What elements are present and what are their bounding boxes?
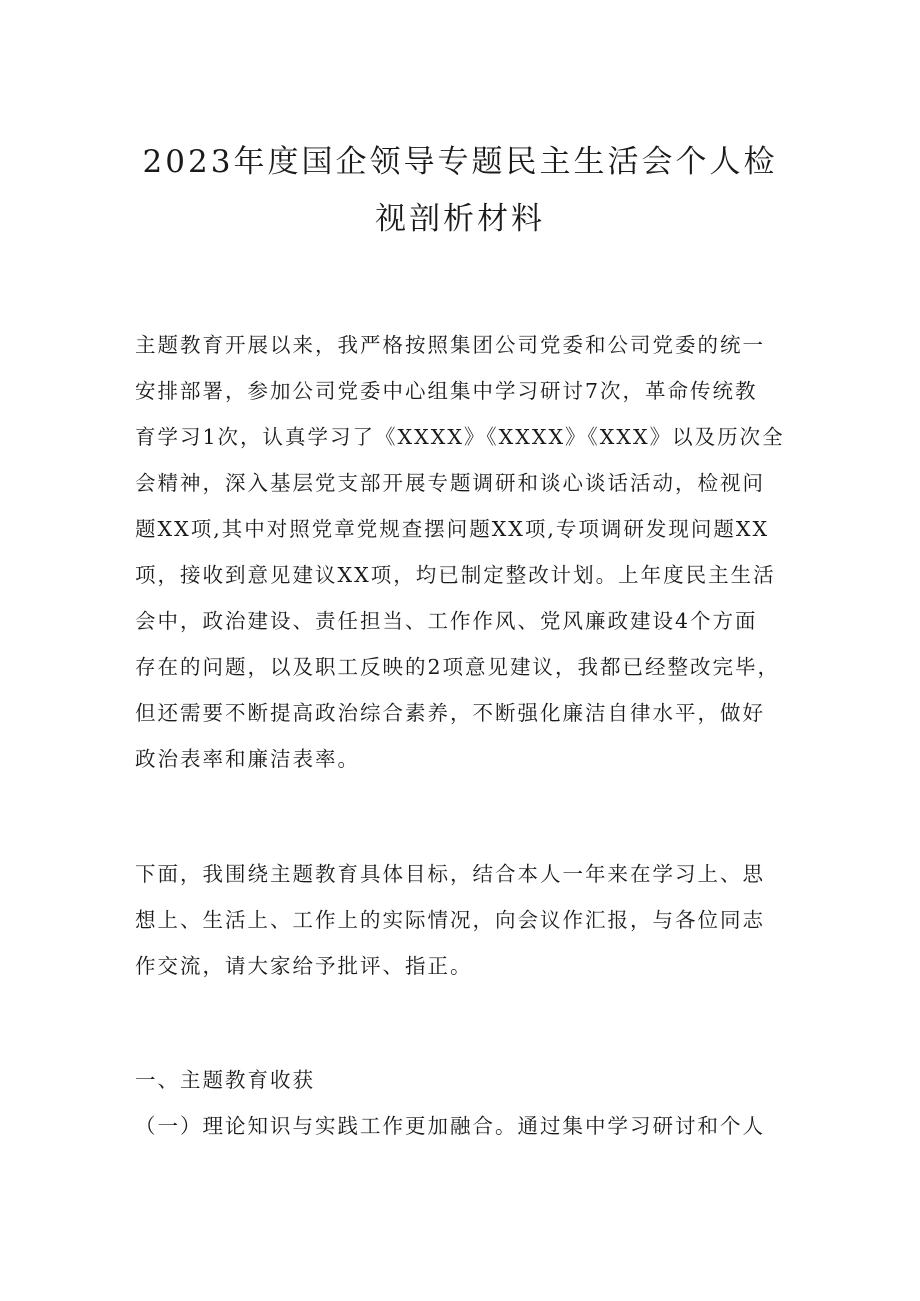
- paragraph-line: 安排部署，参加公司党委中心组集中学习研讨7次，革命传统教: [135, 379, 758, 403]
- paragraph-line: 会中，政治建设、责任担当、工作作风、党风廉政建设4个方面: [135, 609, 758, 633]
- paragraph-line: 作交流，请大家给予批评、指正。: [135, 954, 473, 978]
- paragraph-line: 题XX项,其中对照党章党规查摆问题XX项,专项调研发现问题XX: [135, 517, 770, 541]
- document-title-line-2: 视剖析材料: [375, 201, 545, 237]
- paragraph-line: 会精神，深入基层党支部开展专题调研和谈心谈话活动，检视问: [135, 471, 765, 495]
- section-heading-text: 一、主题教育收获: [135, 1068, 315, 1092]
- paragraph-line: 育学习1次，认真学习了《XXXX》《XXXX》《XXX》以及历次全: [135, 425, 785, 449]
- paragraph-report-intro: [135, 851, 795, 989]
- section-heading: [135, 1057, 795, 1103]
- paragraph-line: 主题教育开展以来，我严格按照集团公司党委和公司党委的统一: [135, 333, 765, 357]
- paragraph-line: （一）理论知识与实践工作更加融合。通过集中学习研讨和个人: [135, 1114, 765, 1138]
- paragraph-subsection: [135, 1103, 795, 1149]
- paragraph-line: 项，接收到意见建议XX项，均已制定整改计划。上年度民主生活: [135, 563, 776, 587]
- paragraph-line: 政治表率和廉洁表率。: [135, 747, 360, 771]
- document-title-line-1: 2023年度国企领导专题民主生活会个人检: [142, 144, 778, 180]
- paragraph-line: 下面，我围绕主题教育具体目标，结合本人一年来在学习上、思: [135, 862, 765, 886]
- paragraph-line: 存在的问题，以及职工反映的2项意见建议，我都已经整改完毕，: [135, 655, 781, 679]
- paragraph-line: 想上、生活上、工作上的实际情况，向会议作汇报，与各位同志: [135, 908, 765, 932]
- paragraph-line: 但还需要不断提高政治综合素养，不断强化廉洁自律水平，做好: [135, 701, 765, 725]
- paragraph-intro: [135, 322, 795, 782]
